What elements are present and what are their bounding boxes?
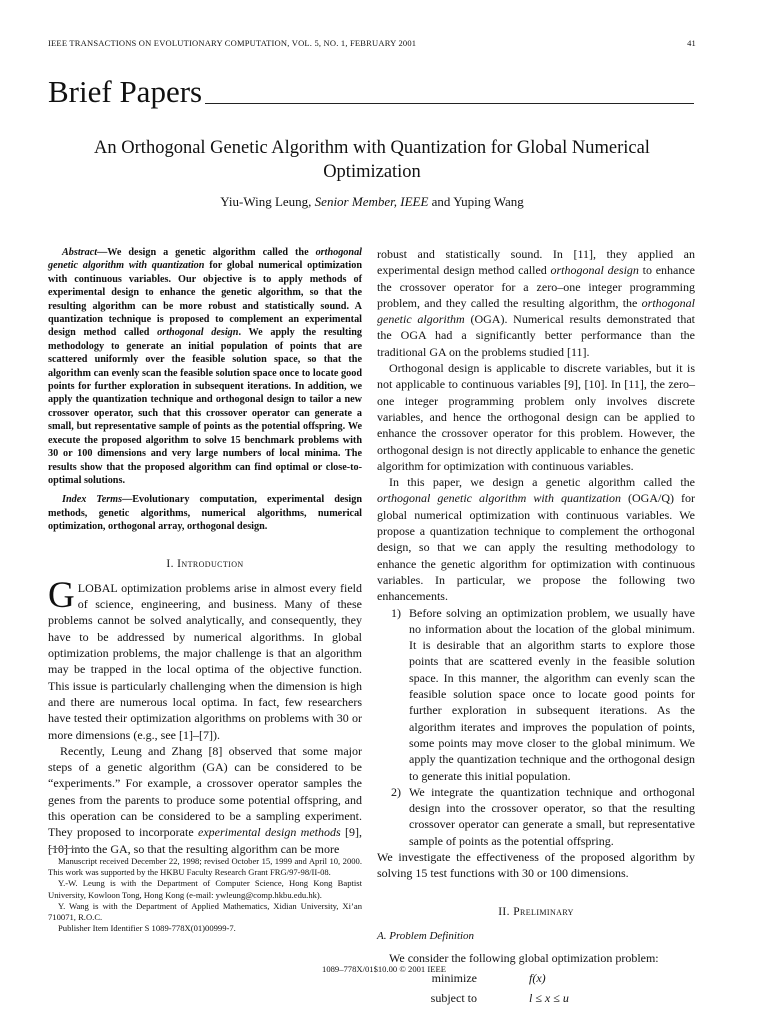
list-item-number: 1)	[391, 605, 401, 620]
section-heading	[48, 74, 696, 110]
intro-p2-text-b: [9], [10] into the GA, so that the resulting algorithm can be more	[48, 825, 362, 856]
list-item-number: 2)	[391, 784, 401, 799]
right-p1-term-2: orthogonal genetic algorithm	[377, 295, 695, 327]
problem-definition-heading: A. Problem Definition	[377, 929, 475, 942]
author-connector: and	[428, 194, 454, 209]
first-author: Yiu-Wing Leung	[220, 194, 309, 209]
intro-p2-term: experimental design methods	[198, 825, 341, 840]
footnote-publisher: Publisher Item Identifier S 1089-778X(01)00999-7.	[58, 923, 236, 934]
enhancement-list	[377, 605, 695, 849]
right-p1-text-c: (OGA). Numerical results demonstrated that the OGA had a significantly better performance than the traditional GA on the problems studied [11].	[377, 312, 695, 359]
right-p1-text-b: to enhance the crossover operator for a zero–one integer programming problem, and they called the resulting algorithm, the	[377, 263, 696, 310]
formula-subject-to-label: subject to	[430, 991, 477, 1006]
optimization-formula	[377, 970, 695, 1010]
index-terms-text: Evolutionary computation, experimental design methods, genetic algorithms, numerical algorithms, numerical optimization, orthogonal array, orthogonal design.	[48, 494, 362, 533]
right-p3-text-b: (OGA/Q) for global numerical optimization with continuous variables. We propose a quantization technique to complement the orthogonal design, so that we can apply the resulting methodology to enhance the genetic algorithm for optimization with continuous variables. In particular, we propose the following two enhancements.	[377, 491, 696, 604]
footnote-wang: Y. Wang is with the Department of Applied Mathematics, Xidian University, Xi’an 710071, R.O.C.	[48, 900, 362, 923]
formula-minimize-label: minimize	[431, 971, 477, 986]
index-terms	[48, 493, 362, 533]
footnote-rule	[48, 848, 88, 849]
intro-paragraph-2	[48, 743, 362, 857]
right-paragraph-1	[377, 246, 695, 360]
intro-heading: I. Introduction	[166, 557, 244, 570]
right-p1-text-a: robust and statistically sound. In [11], they applied an experimental design method called	[377, 247, 695, 278]
left-column	[48, 246, 362, 857]
second-author: Yuping Wang	[453, 194, 524, 209]
footnote-received: Manuscript received December 22, 1998; revised October 15, 1999 and April 10, 2000. This work was supported by the HKBU Faculty Research Grant FRG/97-98/II-08.	[48, 856, 362, 878]
footnotes	[48, 856, 362, 934]
intro-p2-text-a: Recently, Leung and Zhang [8] observed that some major steps of a genetic algorithm (GA) can be considered to be “experiments.” For example, a crossover operator samples the genes from the parents to produce some potential offspring, and this operation can be considered to be a sampling experiment. They proposed to incorporate	[48, 743, 362, 840]
abstract	[48, 246, 362, 487]
list-item-text: Before solving an optimization problem, we usually have no information about the location of the global minimum. It is desirable that an algorithm starts to explore those points that are scattered evenly in the feasible solution space. In this manner, the algorithm can evenly scan the feasible solution space once to locate good points for further exploration in subsequent iterations. As the algorithm iterates and improves the population of points, some points may move closer to the global minimum. We apply the quantization technique and the orthogonal design to generate this initial population.	[409, 605, 695, 783]
abstract-text-2: for global numerical optimization with continuous variables. Our objective is to apply methods of experimental design to enhance the genetic algorithm, so that the resulting algorithm can be more robust and statistically sound. A quantization technique is proposed to complement an experimental design method called	[48, 260, 363, 339]
right-paragraph-5: We consider the following global optimization problem:	[389, 951, 659, 966]
intro-paragraph-1	[48, 574, 362, 743]
right-p3-term: orthogonal genetic algorithm with quantization	[377, 491, 622, 506]
preliminary-heading: II. Preliminary	[498, 905, 574, 918]
abstract-term-2: orthogonal design	[157, 327, 239, 339]
paper-title: An Orthogonal Genetic Algorithm with Quantization for Global Numerical Optimization	[94, 138, 650, 182]
copyright-line: 1089–778X/01$10.00 © 2001 IEEE	[322, 964, 446, 974]
journal-name: IEEE TRANSACTIONS ON EVOLUTIONARY COMPUTATION, VOL. 5, NO. 1, FEBRUARY 2001	[48, 38, 417, 48]
list-item-text: We integrate the quantization technique and orthogonal design into the crossover operator, so that the resulting crossover operator can generate a small, but representative sample of points as the potential offspring.	[409, 784, 695, 848]
list-item	[377, 784, 695, 849]
drop-cap: G	[48, 574, 75, 616]
right-p1-term-1: orthogonal design	[550, 263, 639, 278]
page-number: 41	[687, 38, 696, 48]
author-line	[48, 193, 696, 211]
abstract-term-1: orthogonal genetic algorithm with quantization	[48, 247, 362, 272]
footnote-leung: Y.-W. Leung is with the Department of Computer Science, Hong Kong Baptist University, Kowloon Tong, Hong Kong (e-mail: ywleung@comp.hkbu.edu.hk).	[48, 878, 362, 900]
right-column	[377, 246, 695, 1010]
running-header	[48, 38, 696, 52]
abstract-text-1: We design a genetic algorithm called the	[107, 247, 316, 258]
right-paragraph-4: We investigate the effectiveness of the proposed algorithm by solving 15 test functions with 30 or 100 dimensions.	[377, 849, 695, 881]
index-terms-label: Index Terms	[62, 494, 123, 506]
heading-rule	[198, 103, 694, 104]
abstract-label: Abstract	[62, 247, 98, 258]
list-item	[377, 605, 695, 784]
right-p3-text-a: In this paper, we design a genetic algorithm called the	[389, 475, 695, 490]
formula-constraint: l ≤ x ≤ u	[529, 991, 569, 1006]
formula-objective: f(x)	[529, 971, 546, 986]
right-paragraph-2: Orthogonal design is applicable to discrete variables, but it is not applicable to continuous variables [9], [10]. In [11], the zero–one integer programming problem only involves discrete variables, and hence the orthogonal design can be applied to enhance the crossover operator for this problem. However, the orthogonal design is not directly applicable to enhance the genetic algorithm for optimization with continuous variables.	[377, 361, 695, 473]
section-heading-text: Brief Papers	[48, 74, 205, 109]
index-terms-dash: —	[122, 494, 133, 506]
abstract-dash: —	[97, 247, 108, 258]
right-paragraph-3	[377, 474, 695, 604]
intro-paragraph-1-text: LOBAL optimization problems arise in almost every field of science, engineering, and business. Many of these problems cannot be solved analytically, and consequently, they have to be addressed by numerical algorithms. In global optimization problems, the major challenge is that an algorithm may be trapped in the local optima of the objective function. This issue is particularly challenging when the dimension is high and there are numerous local optima. In fact, few researchers have tested their optimization algorithms on problems with 30 or more dimensions (e.g., see [1]–[7]).	[48, 580, 362, 742]
author-affiliation: , Senior Member, IEEE	[308, 194, 429, 209]
abstract-text-3: . We apply the resulting methodology to generate an initial population of points that are scattered uniformly over the feasible solution space, so that the algorithm can evenly scan the feasible solution space once to locate good points for further exploration in subsequent iterations. In addition, we apply the quantization technique and orthogonal design to tailor a new crossover operator, such that this crossover operator can generate a small, but representative sample of points as the potential offspring. We execute the proposed algorithm to solve 15 benchmark problems with 30 or 100 dimensions and very large numbers of local minima. The results show that the proposed algorithm can find optimal or close-to-optimal solutions.	[48, 327, 362, 486]
